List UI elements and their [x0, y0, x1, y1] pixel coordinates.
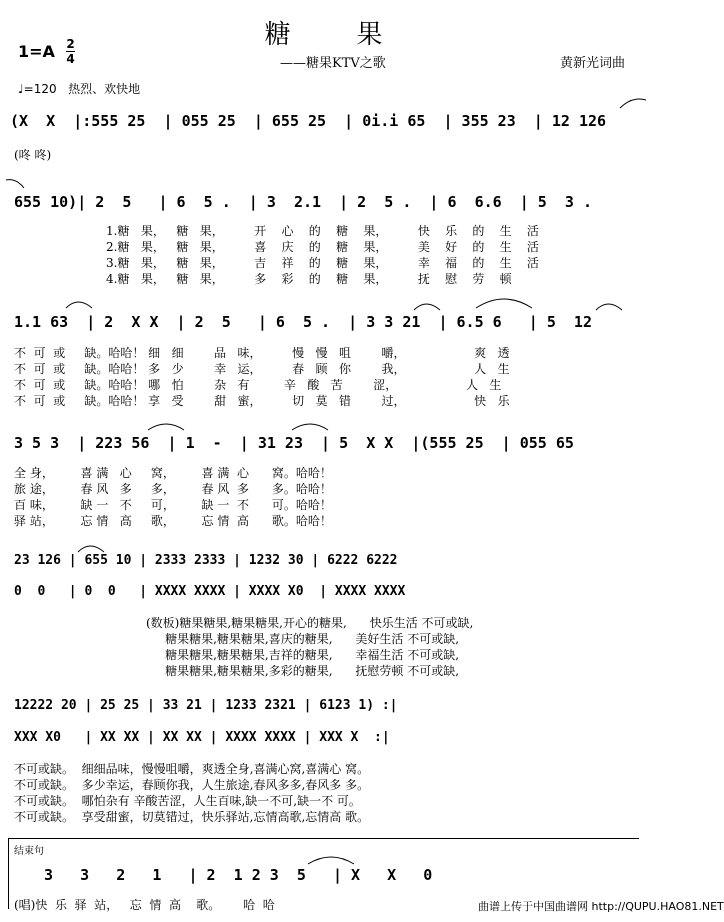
system-2-lyric-verse-3: 3.糖 果， 糖 果， 吉 祥 的 糖 果， 幸 福 的 生 活 — [106, 256, 539, 270]
slur-arc — [290, 418, 330, 432]
system-2-notes: 655 10)| 2 5 | 6 5 . | 3 2.1 | 2 5 . | 6 6.6 | 5 3 . — [14, 193, 592, 211]
song-title: 糖 果 — [264, 20, 384, 50]
system-2-lyric-verse-2: 2.糖 果， 糖 果， 喜 庆 的 糖 果， 美 好 的 生 活 — [106, 240, 539, 254]
ending-lyric: (唱)快 乐 驿 站， 忘 情 高 歌。 哈 哈 — [14, 898, 275, 912]
system-6-lyric-verse-4: 不可或缺。 享受甜蜜，切莫错过，快乐驿站,忘情高歌,忘情高 歌。 — [14, 810, 370, 824]
system-1-notes: (X X |:555 25 | 055 25 | 655 25 | 0i.i 65 | 355 23 | 12 126 — [10, 112, 607, 130]
tie-arc — [76, 540, 106, 554]
system-5-lyric-verse-3: 糖果糖果,糖果糖果,吉祥的糖果, 幸福生活 不可或缺, — [146, 648, 460, 662]
subtitle: ——糖果KTV之歌 — [280, 56, 386, 71]
system-5-lyric-verse-1: (数板)糖果糖果,糖果糖果,开心的糖果, 快乐生活 不可或缺, — [146, 616, 474, 630]
tie-arc — [618, 96, 648, 110]
system-5-lyric-verse-4: 糖果糖果,糖果糖果,多彩的糖果, 抚慰劳顿 不可或缺, — [146, 664, 460, 678]
tempo-marking: ♩=120 热烈、欢快地 — [18, 82, 141, 96]
system-2-lyric-verse-1: 1.糖 果， 糖 果， 开 心 的 糖 果， 快 乐 的 生 活 — [106, 224, 539, 238]
time-signature-bottom: 4 — [66, 52, 75, 66]
system-4-lyric-verse-3: 百 味， 缺 一 不 可， 缺 一 不 可。哈哈！ — [14, 498, 332, 512]
system-3-lyric-verse-2: 不 可 或 缺。哈哈！ 多 少 幸 运， 春 顾 你 我， 人 生 — [14, 362, 510, 376]
time-signature — [66, 38, 75, 65]
composer-credit: 黄新光词曲 — [560, 56, 626, 71]
system-6-lyric-verse-2: 不可或缺。 多少幸运，春顾你我，人生旅途,春风多多,春风多 多。 — [14, 778, 370, 792]
system-6-notes-rhythm: XXX X0 | XX XX | XX XX | XXXX XXXX | XXX X :| — [14, 730, 390, 745]
system-2-lyric-verse-4: 4.糖 果， 糖 果， 多 彩 的 糖 果， 抚 慰 劳 顿 — [106, 272, 512, 286]
system-4-lyric-verse-1: 全 身， 喜 满 心 窝， 喜 满 心 窝。哈哈！ — [14, 466, 332, 480]
system-4-lyric-verse-2: 旅 途， 春 风 多 多， 春 风 多 多。哈哈！ — [14, 482, 332, 496]
key-signature: 1=A — [18, 42, 55, 61]
ending-notes: 3 3 2 1 | 2 1 2 3 5 | X X 0 — [44, 866, 433, 884]
slur-arc — [64, 296, 94, 310]
slur-arc — [474, 294, 534, 310]
system-3-lyric-verse-3: 不 可 或 缺。哈哈！ 哪 怕 杂 有 辛 酸 苦 涩， 人 生 — [14, 378, 502, 392]
system-5-notes-melody: 23 126 | 655 10 | 2333 2333 | 1232 30 | 6222 6222 — [14, 553, 398, 568]
system-3-lyric-verse-4: 不 可 或 缺。哈哈！ 享 受 甜 蜜， 切 莫 错 过， 快 乐 — [14, 394, 510, 408]
slur-arc — [412, 298, 442, 312]
slur-arc — [306, 852, 356, 866]
system-3-notes: 1.1 63 | 2 X X | 2 5 | 6 5 . | 3 3 21 | 6.5 6 | 5 12 — [14, 313, 592, 331]
system-6-lyric-verse-1: 不可或缺。 细细品味，慢慢咀嚼，爽透全身,喜满心窝,喜满心 窝。 — [14, 762, 370, 776]
system-6-notes-melody: 12222 20 | 25 25 | 33 21 | 1233 2321 | 6123 1) :| — [14, 698, 398, 713]
system-5-lyric-verse-2: 糖果糖果,糖果糖果,喜庆的糖果, 美好生活 不可或缺, — [146, 632, 460, 646]
system-3-lyric-verse-1: 不 可 或 缺。哈哈！ 细 细 品 味， 慢 慢 咀 嚼， 爽 透 — [14, 346, 510, 360]
ending-label: 结束句 — [14, 846, 44, 857]
system-5-notes-rhythm: 0 0 | 0 0 | XXXX XXXX | XXXX X0 | XXXX XXXX — [14, 584, 406, 599]
site-watermark: 曲谱上传于中国曲谱网 http://QUPU.HAO81.NET — [478, 900, 724, 913]
time-signature-top: 2 — [66, 37, 75, 51]
system-1-lyric: (咚 咚) — [14, 148, 52, 162]
system-4-lyric-verse-4: 驿 站， 忘 情 高 歌， 忘 情 高 歌。哈哈！ — [14, 514, 332, 528]
system-6-lyric-verse-3: 不可或缺。 哪怕杂有 辛酸苦涩，人生百味,缺一不可,缺一不 可。 — [14, 794, 361, 808]
slur-arc — [594, 298, 624, 312]
tie-arc — [6, 176, 26, 190]
slur-arc — [146, 418, 186, 432]
system-4-notes: 3 5 3 | 223 56 | 1 - | 31 23 | 5 X X |(555 25 | 055 65 — [14, 434, 574, 452]
